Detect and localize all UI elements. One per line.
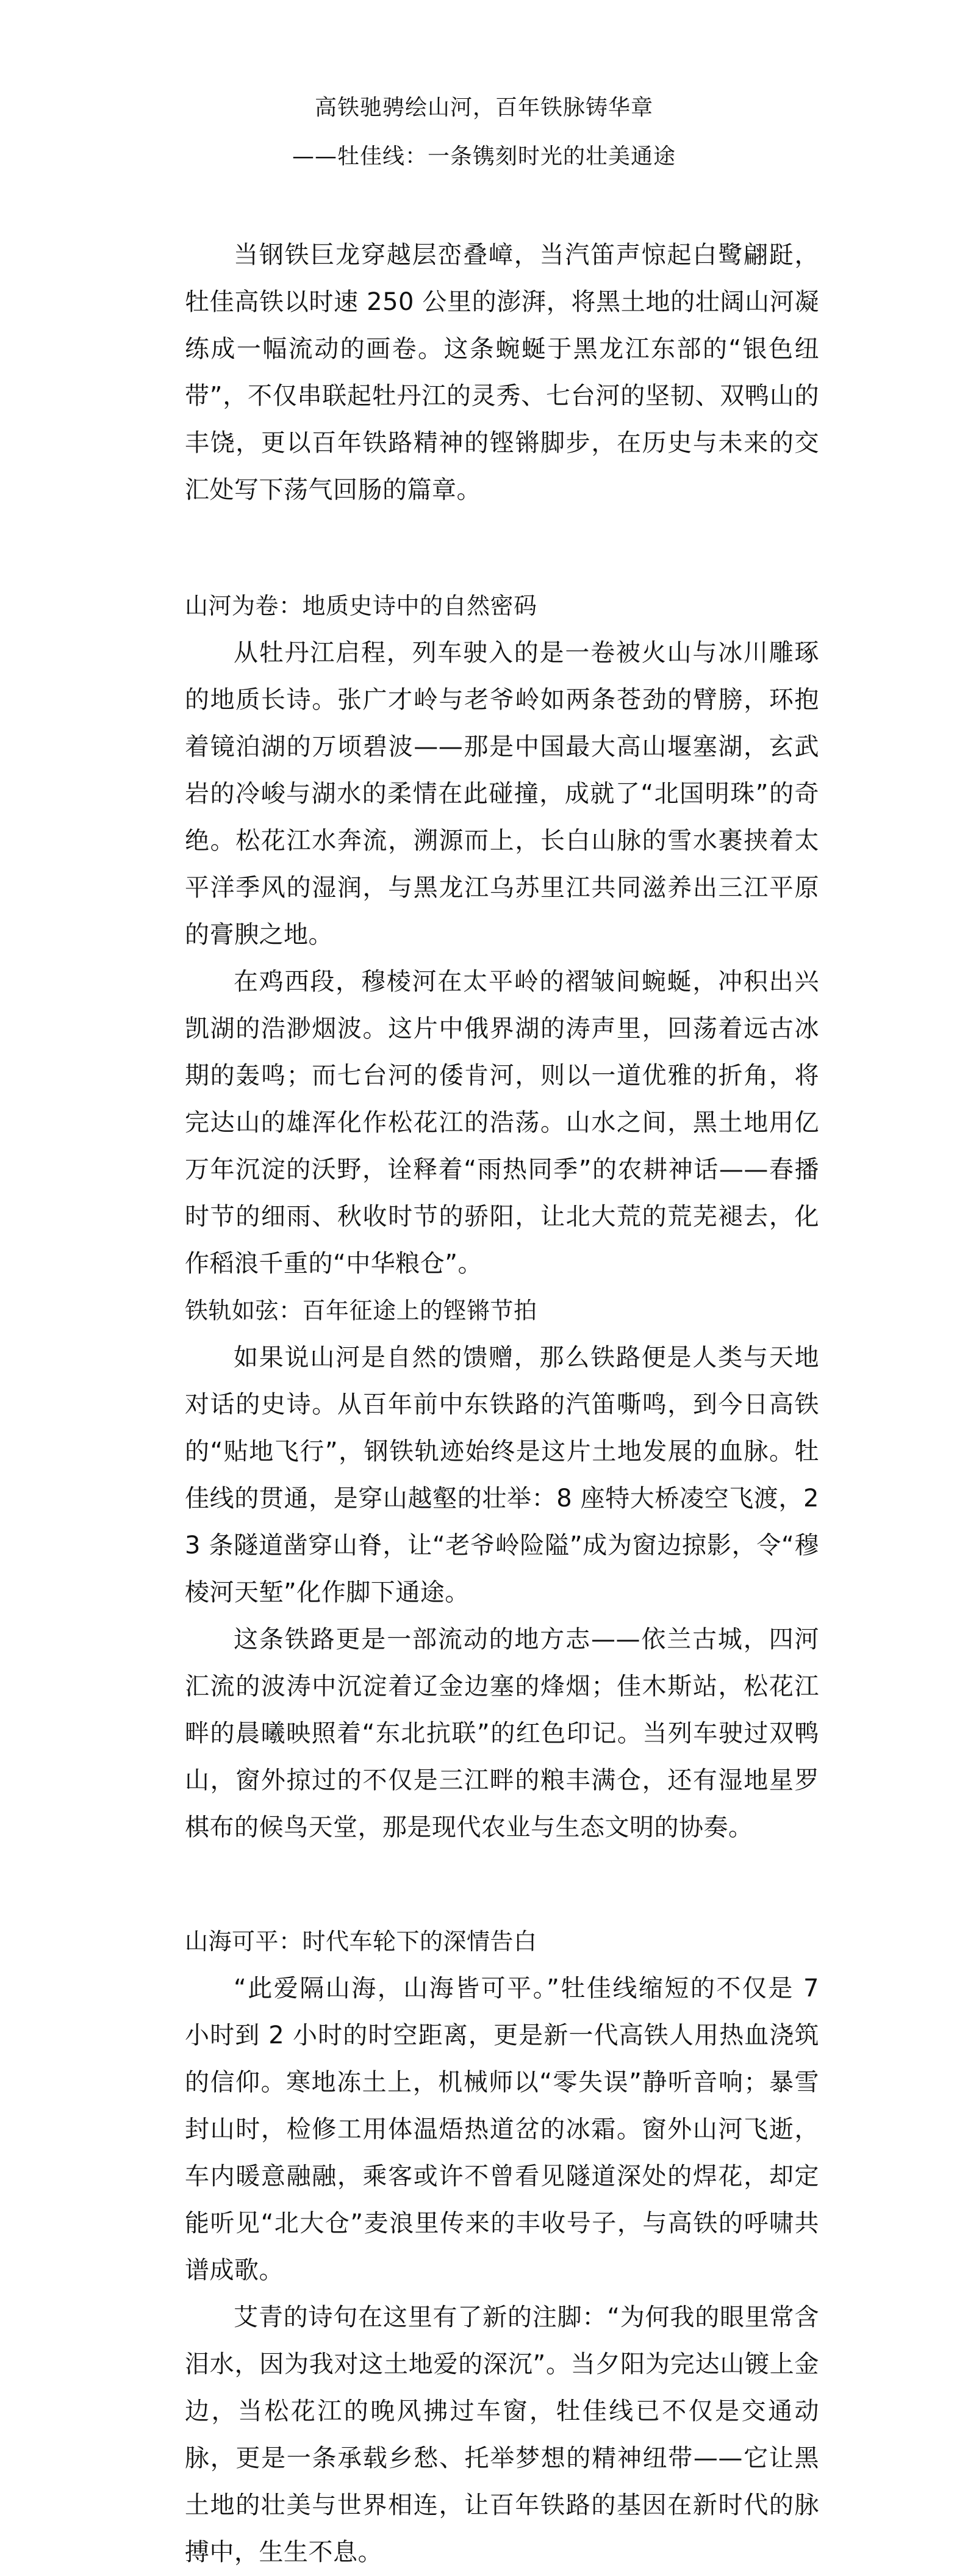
section-1-paragraph-1: 从牡丹江启程，列车驶入的是一卷被火山与冰川雕琢的地质长诗。张广才岭与老爷岭如两条苍劲的臂膀，环抱着镜泊湖的万顷碧波——那是中国最大高山堰塞湖，玄武岩的冷峻与湖水的柔情在此碰撞，成就了“北国明珠”的奇绝。松花江水奔流，溯源而上，长白山脉的雪水裹挟着太平洋季风的湿润，与黑龙江乌苏里江共同滋养出三江平原的膏腴之地。	[185, 639, 819, 949]
section-2-paragraph-2: 这条铁路更是一部流动的地方志——依兰古城，四河汇流的波涛中沉淀着辽金边塞的烽烟；佳木斯站，松花江畔的晨曦映照着“东北抗联”的红色印记。当列车驶过双鸭山，窗外掠过的不仅是三江畔的粮丰满仓，还有湿地星罗棋布的候鸟天堂，那是现代农业与生态文明的协奏。	[185, 1625, 819, 1841]
section-heading-1: 山河为卷：地质史诗中的自然密码	[185, 592, 537, 619]
section-heading-2: 铁轨如弦：百年征途上的铿锵节拍	[185, 1297, 537, 1324]
section-3-paragraph-2: 艾青的诗句在这里有了新的注脚：“为何我的眼里常含泪水，因为我对这土地爱的深沉”。当夕阳为完达山镀上金边，当松花江的晚风拂过车窗，牡佳线已不仅是交通动脉，更是一条承载乡愁、托举梦想的精神纽带——它让黑土地的壮美与世界相连，让百年铁路的基因在新时代的脉搏中，生生不息。	[185, 2303, 819, 2566]
document-title: 高铁驰骋绘山河，百年铁脉铸华章	[314, 95, 653, 120]
intro-paragraph: 当钢铁巨龙穿越层峦叠嶂，当汽笛声惊起白鹭翩跹，牡佳高铁以时速 250 公里的澎湃，将黑土地的壮阔山河凝练成一幅流动的画卷。这条蜿蜒于黑龙江东部的“银色纽带”，不仅串联起牡丹江的灵秀、七台河的坚韧、双鸭山的丰饶，更以百年铁路精神的铿锵脚步，在历史与未来的交汇处写下荡气回肠的篇章。	[185, 241, 819, 504]
document-body	[185, 232, 819, 2576]
section-heading-3: 山海可平：时代车轮下的深情告白	[185, 1928, 537, 1955]
section-1-paragraph-2: 在鸡西段，穆棱河在太平岭的褶皱间蜿蜒，冲积出兴凯湖的浩渺烟波。这片中俄界湖的涛声里，回荡着远古冰期的轰鸣；而七台河的倭肯河，则以一道优雅的折角，将完达山的雄浑化作松花江的浩荡。山水之间，黑土地用亿万年沉淀的沃野，诠释着“雨热同季”的农耕神话——春播时节的细雨、秋收时节的骄阳，让北大荒的荒芜褪去，化作稻浪千重的“中华粮仓”。	[185, 968, 819, 1278]
section-3-paragraph-1: “此爱隔山海，山海皆可平。”牡佳线缩短的不仅是 7 小时到 2 小时的时空距离，更是新一代高铁人用热血浇筑的信仰。寒地冻土上，机械师以“零失误”静听音响；暴雪封山时，检修工用体温焐热道岔的冰霜。窗外山河飞逝，车内暖意融融，乘客或许不曾看见隧道深处的焊花，却定能听见“北大仓”麦浪里传来的丰收号子，与高铁的呼啸共谱成歌。	[185, 1974, 819, 2284]
document-subtitle: ——牡佳线：一条镌刻时光的壮美通途	[292, 144, 676, 169]
section-2-paragraph-1: 如果说山河是自然的馈赠，那么铁路便是人类与天地对话的史诗。从百年前中东铁路的汽笛嘶鸣，到今日高铁的“贴地飞行”，钢铁轨迹始终是这片土地发展的血脉。牡佳线的贯通，是穿山越壑的壮举：8 座特大桥凌空飞渡，23 条隧道凿穿山脊，让“老爷岭险隘”成为窗边掠影，令“穆棱河天堑”化作脚下通途。	[185, 1344, 819, 1606]
